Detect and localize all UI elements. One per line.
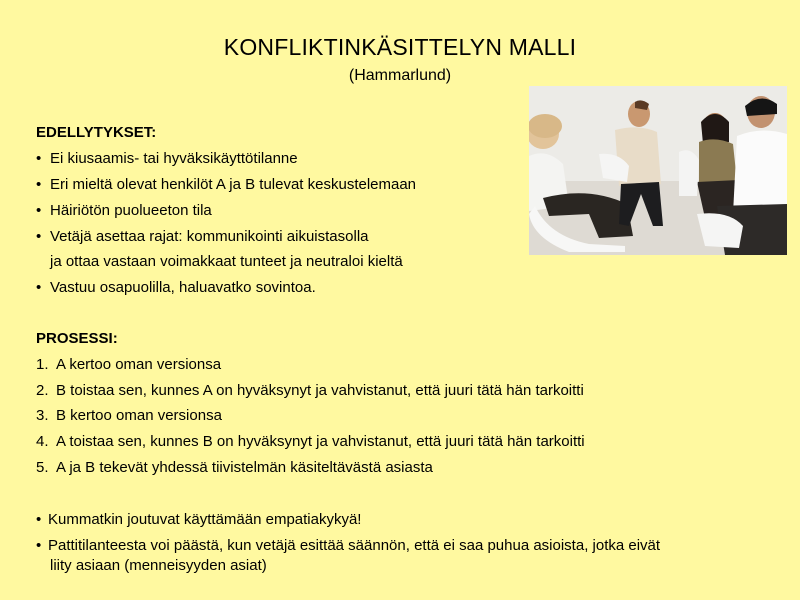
bullet-icon: • bbox=[36, 176, 42, 193]
numbered-item: 5. A ja B tekevät yhdessä tiivistelmän käsiteltävästä asiasta bbox=[36, 459, 433, 476]
photo-illustration bbox=[529, 86, 787, 255]
group-discussion-photo bbox=[529, 86, 787, 255]
bullet-icon: • bbox=[36, 228, 42, 245]
numbered-item: 4. A toistaa sen, kunnes B on hyväksynyt ja vahvistanut, että juuri tätä hän tarkoitti bbox=[36, 433, 585, 450]
bullet-icon: • bbox=[36, 511, 42, 528]
slide-subtitle: (Hammarlund) bbox=[348, 67, 452, 84]
list-item: • Vastuu osapuolilla, haluavatko sovintoa. bbox=[36, 279, 316, 296]
section-heading-edellytykset: EDELLYTYKSET: bbox=[36, 124, 157, 141]
list-item: • Eri mieltä olevat henkilöt A ja B tulevat keskustelemaan bbox=[36, 176, 417, 193]
list-item: • Häiriötön puolueeton tila bbox=[36, 202, 212, 219]
list-item: • Vetäjä asettaa rajat: kommunikointi aikuistasolla bbox=[36, 228, 369, 245]
note-item-continuation: liity asiaan (menneisyyden asiat) bbox=[50, 557, 267, 574]
note-item: • Pattitilanteesta voi päästä, kun vetäjä esittää säännön, että ei saa puhua asioista, jotka eivät bbox=[36, 537, 661, 554]
bullet-icon: • bbox=[36, 202, 42, 219]
list-item: • Ei kiusaamis- tai hyväksikäyttötilanne bbox=[36, 150, 298, 167]
section-heading-prosessi: PROSESSI: bbox=[36, 330, 118, 347]
bullet-icon: • bbox=[36, 150, 42, 167]
list-item-continuation: ja ottaa vastaan voimakkaat tunteet ja neutraloi kieltä bbox=[50, 253, 403, 270]
bullet-icon: • bbox=[36, 279, 42, 296]
numbered-item: 2. B toistaa sen, kunnes A on hyväksynyt ja vahvistanut, että juuri tätä hän tarkoitti bbox=[36, 382, 584, 399]
slide-title: KONFLIKTINKÄSITTELYN MALLI bbox=[223, 34, 577, 60]
bullet-icon: • bbox=[36, 537, 42, 554]
note-item: • Kummatkin joutuvat käyttämään empatiakykyä! bbox=[36, 511, 362, 528]
numbered-item: 1. A kertoo oman versionsa bbox=[36, 356, 222, 373]
numbered-item: 3. B kertoo oman versionsa bbox=[36, 407, 222, 424]
